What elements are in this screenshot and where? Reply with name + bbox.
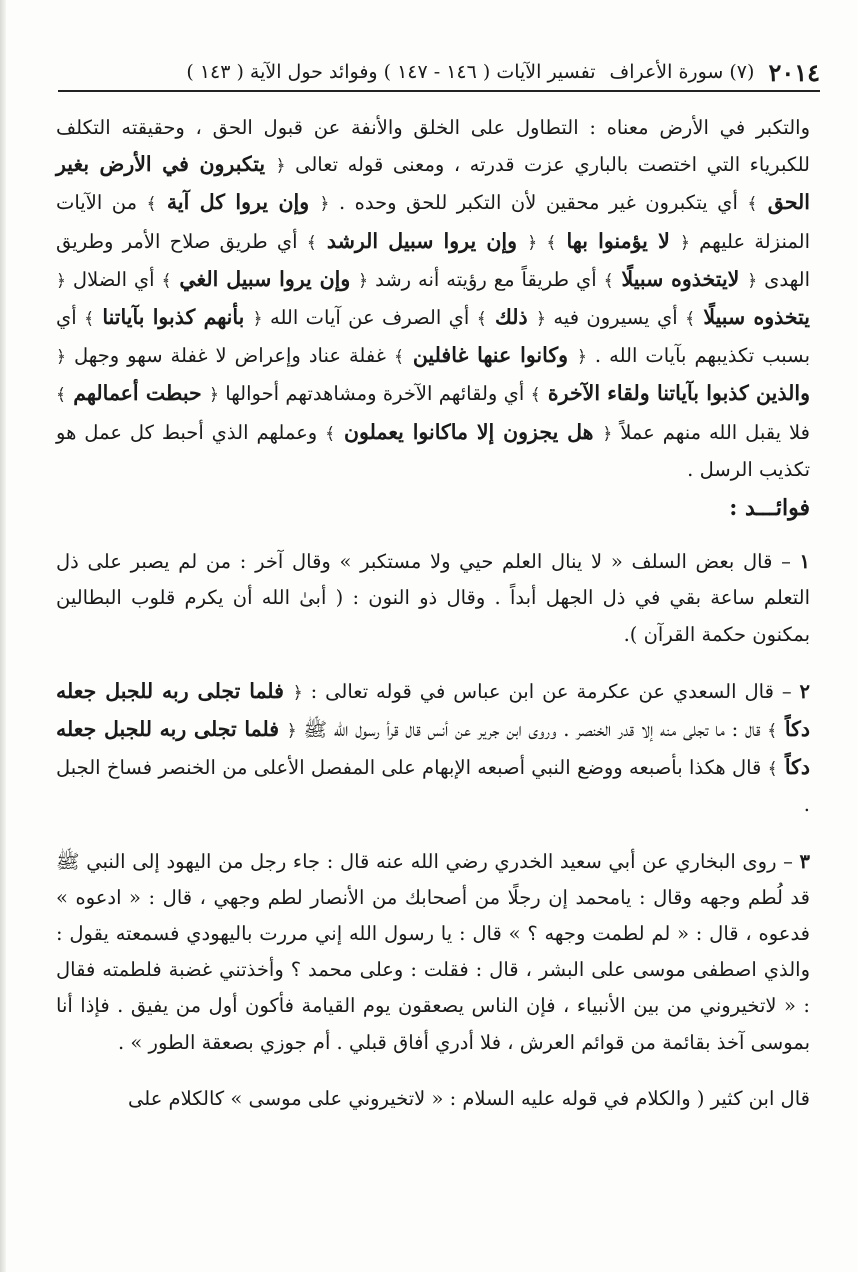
commentary-text: من الآيات المنزلة عليهم (56, 191, 811, 253)
benefit-item (56, 844, 810, 1061)
benefit-text (128, 1087, 810, 1110)
benefit-item (56, 1081, 810, 1117)
ornate-bracket: ﴾ (530, 385, 541, 406)
ornate-bracket: ﴿ (319, 194, 330, 215)
ornate-bracket: ﴾ (603, 270, 614, 291)
commentary-text: – قال بعض السلف « لا ينال العلم حيي ولا مستكبر » وقال آخر : من لم يصبر على ذل التعلم ساعة بقي في ذل الجهل أبداً . وقال ذو النون : ( أبىٰ الله أن يكرم قلوب البطالين بمكنون حكمة القرآن ). (56, 550, 810, 646)
commentary-text: وعملهم الذي أحبط كل عمل هو تكذيب الرسل . (56, 420, 810, 481)
page-body (56, 110, 810, 1137)
quran-verse: فلما تجلى ربه للجبل جعله دكاً (56, 717, 810, 780)
quran-verse: وإن يروا سبيل الغي (171, 266, 359, 291)
ornate-bracket: ﴿ (56, 347, 66, 368)
quran-verse: حبطت أعمالهم (65, 381, 209, 406)
ornate-bracket: ﴿ (358, 270, 369, 291)
quran-verse: لا يؤمنوا بها (556, 228, 680, 253)
commentary-text: أي يسيرون فيه (545, 306, 686, 330)
commentary-text: أي الصرف عن آيات الله (262, 306, 477, 330)
tafsir-paragraph (56, 110, 810, 488)
benefit-text (56, 550, 810, 645)
benefit-text (56, 850, 810, 1054)
header-section-title: تفسير الآيات ( ١٤٦ - ١٤٧ ) وفوائد حول الآية ( ١٤٣ ) (186, 61, 596, 83)
benefits-list (56, 544, 810, 1117)
ornate-bracket: ﴾ (476, 309, 487, 330)
ornate-bracket: ﴿ (527, 232, 538, 253)
ornate-bracket: ﴿ (56, 270, 66, 291)
commentary-text: أي طريقاً مع رؤيته أنه رشد (368, 267, 604, 291)
commentary-text: قال هكذا بأصبعه ووضع النبي أصبعه الإبهام على المفصل الأعلى من الخنصر فساخ الجبل . (56, 756, 810, 817)
header-rule (58, 90, 820, 92)
ornate-bracket: ﴾ (393, 347, 404, 368)
quran-verse: فلما تجلى ربه للجبل جعله دكاً (56, 678, 810, 742)
quran-verse: لايتخذوه سبيلًا (613, 266, 748, 291)
ornate-bracket: ﴾ (767, 759, 778, 780)
benefit-number: ٣ (799, 849, 810, 873)
commentary-text: قال : ما تجلى منه إلا قدر الخنصر . وروى ابن جرير عن أنس قال قرأ رسول الله ﷺ (296, 718, 768, 742)
ornate-bracket: ﴿ (275, 156, 286, 177)
page-number: ٢٠١٤ (768, 57, 820, 87)
quran-verse: وإن يروا كل آية (156, 190, 320, 215)
ornate-bracket: ﴾ (546, 232, 557, 253)
ornate-bracket: ﴿ (679, 232, 690, 253)
commentary-text: – روى البخاري عن أبي سعيد الخدري رضي الله عنه قال : جاء رجل من اليهود إلى النبي ﷺ قد لُطم وجهه وقال : يامحمد إن رجلًا من أصحابك من الأنصار لطم وجهي ، قال : « ادعوه » فدعوه ، قال : « لم لطمت وجهه ؟ » قال : يا رسول الله إني مررت باليهودي فسمعته يقول : والذي اصطفى موسى على البشر ، قال : فقلت : وعلى محمد ؟ وأخذتني غضبة فلطمته فقال : « لاتخيروني من بين الأنبياء ، فإن الناس يصعقون يوم القيامة فأكون أول من يفيق . فإذا أنا بموسى آخذ بقائمة من قوائم العرش ، فلا أدري أفاق قبلي . أم جوزي بصعقة الطور » . (56, 849, 810, 1054)
ornate-bracket: ﴿ (576, 347, 587, 368)
benefit-number: ١ (799, 550, 810, 574)
ornate-bracket: ﴾ (161, 270, 172, 291)
ornate-bracket: ﴿ (252, 309, 263, 330)
ornate-bracket: ﴿ (747, 270, 758, 291)
commentary-text: فلا يقبل الله منهم عملاً (612, 420, 810, 444)
quran-verse: هل يجزون إلا ماكانوا يعملون (335, 419, 603, 444)
commentary-text: أي طريق صلاح الأمر وطريق الهدى (56, 229, 810, 291)
commentary-text: – قال السعدي عن عكرمة عن ابن عباس في قوله تعالى : (302, 679, 800, 703)
ornate-bracket: ﴾ (325, 423, 336, 444)
ornate-bracket: ﴾ (84, 309, 95, 330)
quran-verse: يتخذوه سبيلًا (695, 305, 810, 330)
quran-verse: ذلك (486, 305, 536, 330)
commentary-text: غفلة عناد وإعراض لا غفلة سهو وجهل (65, 344, 394, 368)
quran-verse: يتكبرون في الأرض بغير الحق (56, 152, 811, 215)
ornate-bracket: ﴿ (292, 682, 303, 703)
commentary-text: قال ابن كثير ( والكلام في قوله عليه السلام : « لاتخيروني على موسى » كالكلام على (128, 1086, 810, 1110)
quran-verse: بأنهم كذبوا بآياتنا (94, 305, 253, 330)
commentary-text: أي يتكبرون غير محقين لأن التكبر للحق وحده . (329, 191, 748, 215)
ornate-bracket: ﴿ (286, 721, 297, 742)
commentary-text: والتكبر في الأرض معناه : التطاول على الخلق والأنفة عن قبول الحق ، وحقيقته التكلف للكبرياء التي اختصت بالباري عزت قدرته ، ومعنى قوله تعالى (56, 116, 810, 177)
benefit-text (56, 680, 810, 817)
ornate-bracket: ﴾ (306, 232, 317, 253)
benefit-item (56, 544, 810, 653)
quran-verse: والذين كذبوا بآياتنا ولقاء الآخرة (540, 381, 810, 406)
benefits-heading: فوائـــد : (729, 495, 810, 522)
surah-name: (٧) سورة الأعراف (609, 61, 755, 83)
ornate-bracket: ﴿ (536, 309, 546, 330)
benefit-number: ٢ (799, 679, 810, 703)
benefit-item (56, 673, 810, 824)
commentary-text: أي الضلال (65, 267, 162, 291)
ornate-bracket: ﴾ (146, 194, 157, 215)
ornate-bracket: ﴿ (602, 423, 613, 444)
commentary-text: أي بسبب تكذيبهم بآيات الله . (56, 306, 810, 368)
running-header (58, 54, 820, 90)
ornate-bracket: ﴿ (208, 385, 219, 406)
ornate-bracket: ﴾ (685, 309, 696, 330)
ornate-bracket: ﴾ (56, 385, 66, 406)
commentary-text: أي ولقائهم الآخرة ومشاهدتهم أحوالها (218, 382, 531, 406)
page-binding-edge (0, 0, 6, 1272)
quran-verse: وكانوا عنها غافلين (403, 343, 577, 368)
ornate-bracket: ﴾ (767, 721, 778, 742)
quran-verse: وإن يروا سبيل الرشد (316, 228, 528, 253)
ornate-bracket: ﴾ (747, 194, 758, 215)
